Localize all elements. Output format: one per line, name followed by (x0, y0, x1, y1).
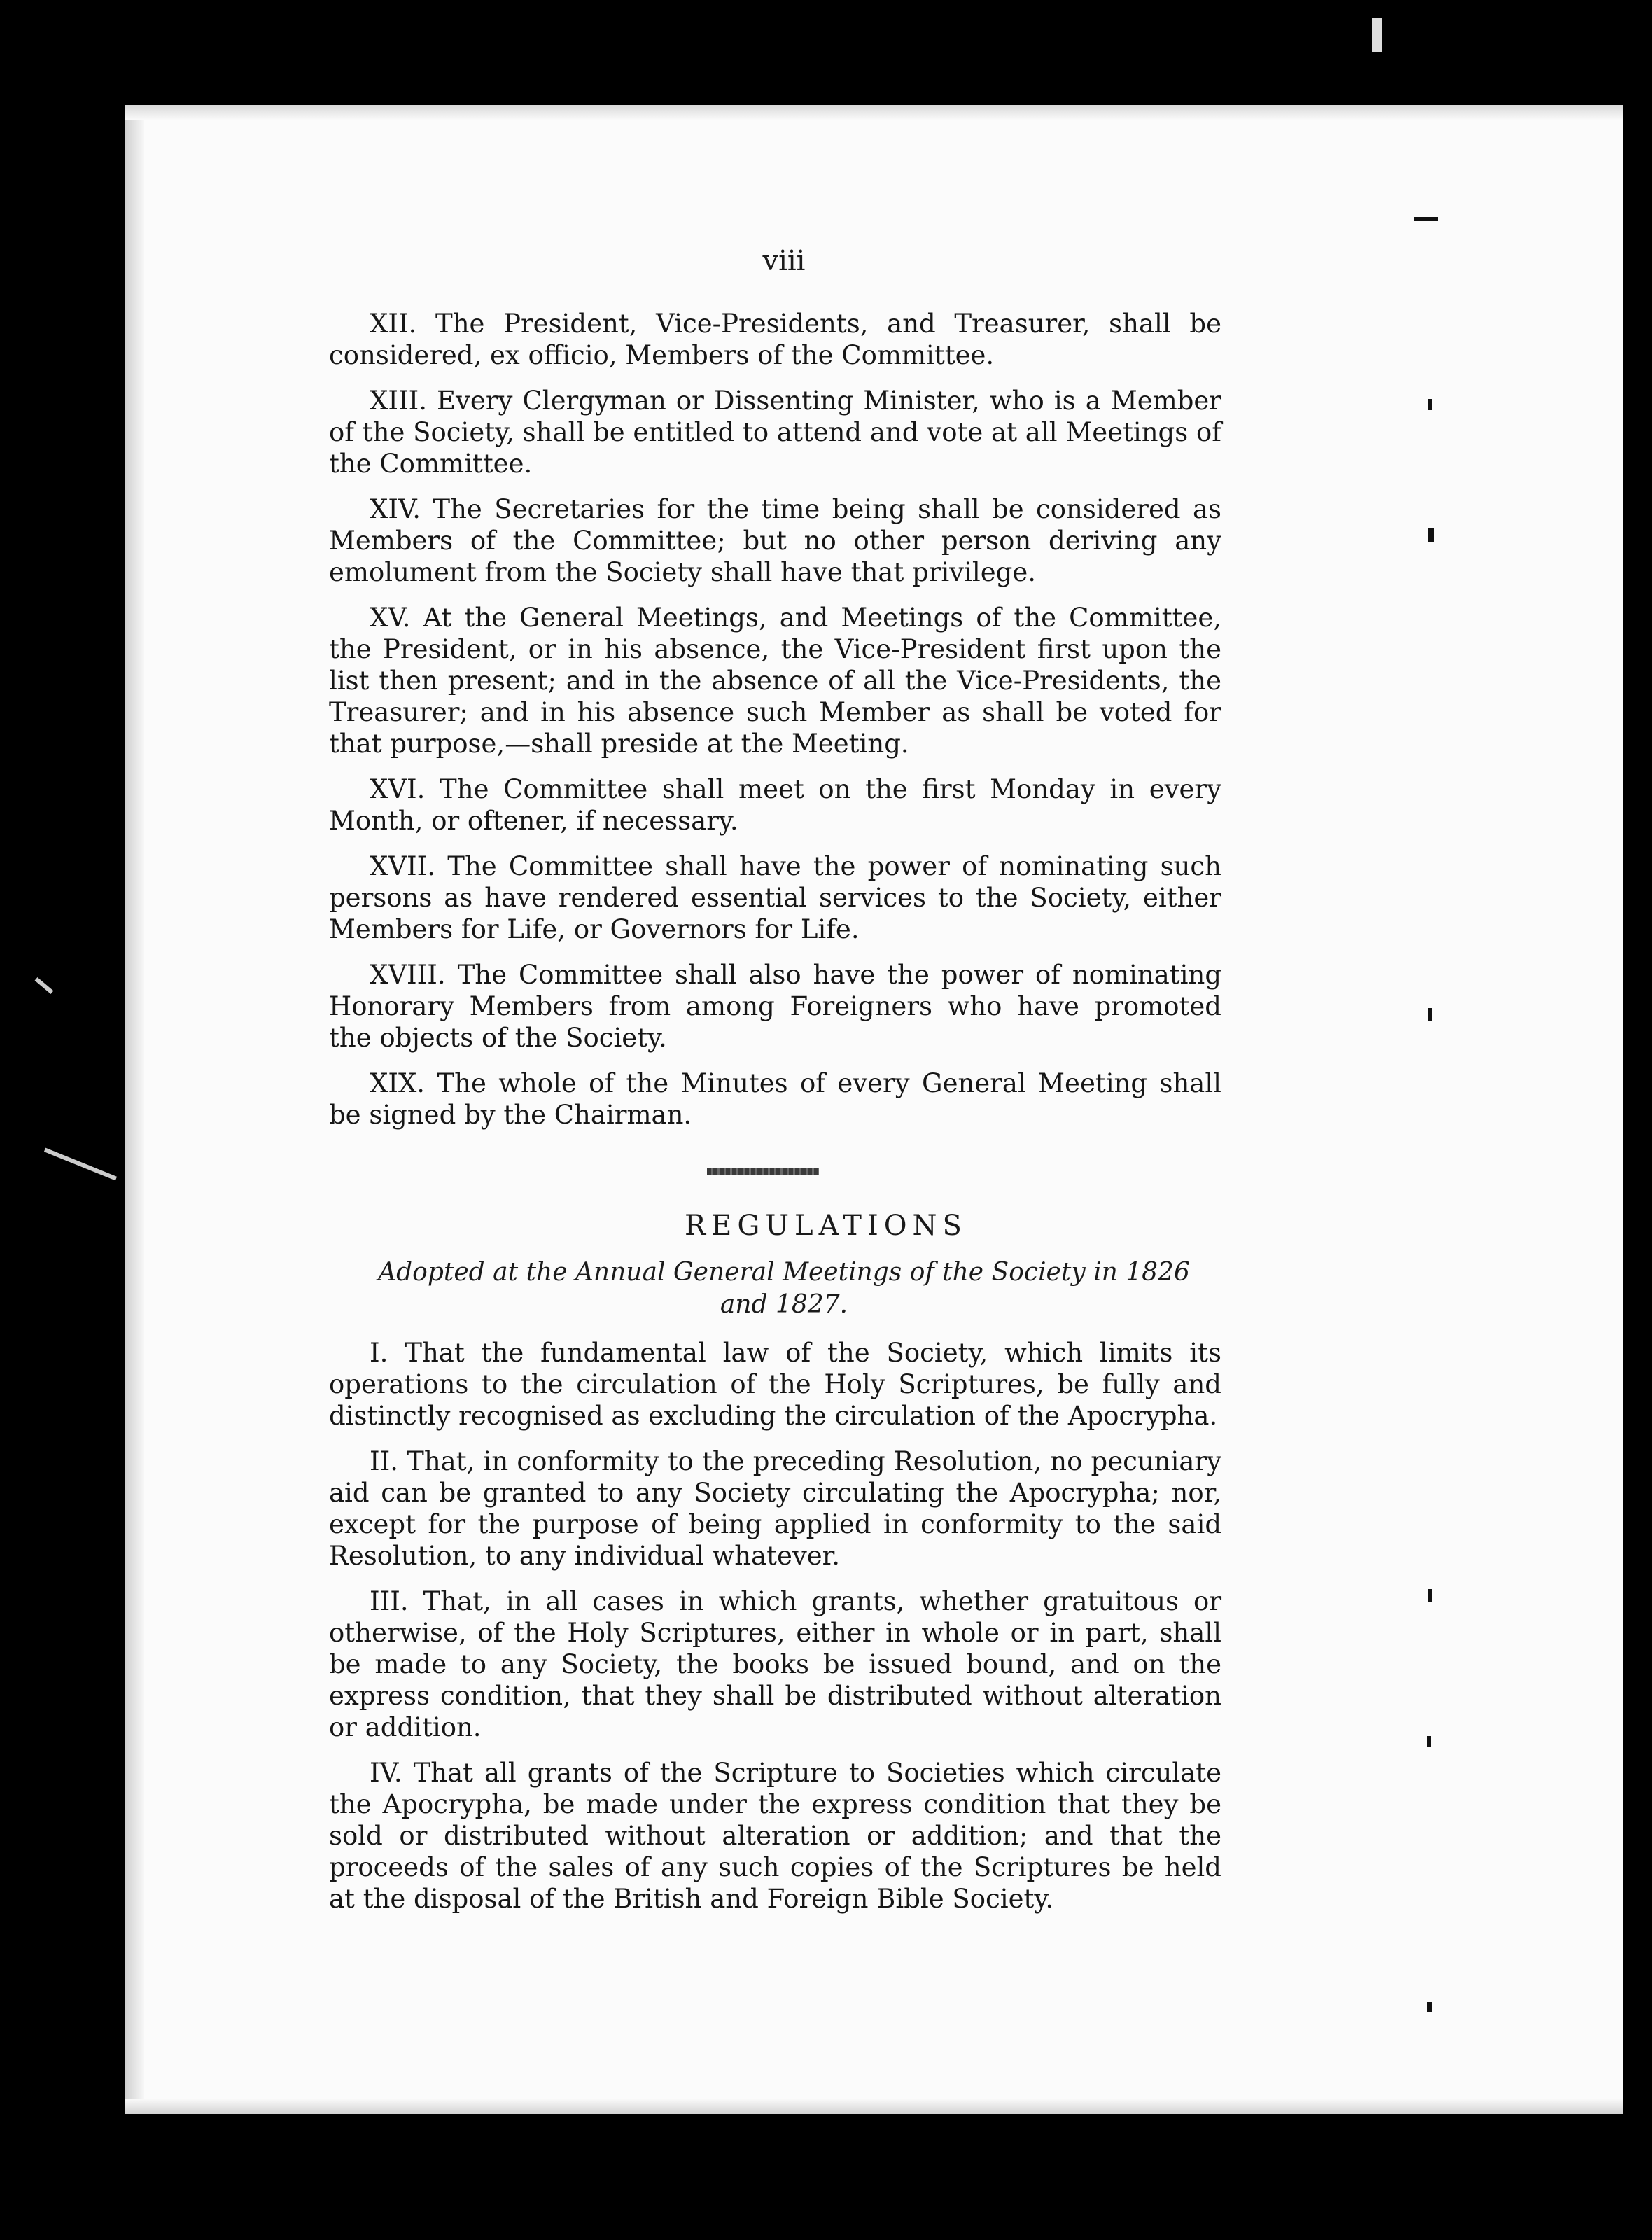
rules-block (329, 308, 1222, 1144)
scan-mark (35, 977, 54, 994)
regulation-paragraph: II. That, in conformity to the preceding Resolution, no pecuniary aid can be granted to any Society circulating the Apocrypha; nor, except for the purpose of being applied in conformity to the said Resolution, to any individual whatever. (329, 1446, 1222, 1571)
margin-mark (1428, 528, 1434, 542)
section-divider (707, 1168, 819, 1175)
regulations-block (329, 1337, 1222, 1928)
rule-paragraph: XVII. The Committee shall have the power of nominating such persons as have rendered essential services to the Society, either Members for Life, or Governors for Life. (329, 851, 1222, 944)
page-shadow-left (125, 105, 144, 2114)
rule-paragraph: XII. The President, Vice-Presidents, and Treasurer, shall be considered, ex officio, Members of the Committee. (329, 309, 1222, 370)
margin-mark (1414, 217, 1438, 221)
scan-mark (1372, 18, 1382, 52)
regulations-subtitle: Adopted at the Annual General Meetings of the Society in 1826 and 1827. (378, 1258, 1190, 1319)
regulation-paragraph: IV. That all grants of the Scripture to Societies which circulate the Apocrypha, be made under the express condition that they be sold or distributed without alteration or addition; and that the proceeds of the sales of any such copies of the Scriptures be held at the disposal of the British and Foreign Bible Society. (329, 1758, 1222, 1914)
margin-mark (1427, 1736, 1431, 1747)
rule-paragraph: XVI. The Committee shall meet on the first Monday in every Month, or oftener, if necessary. (329, 774, 1222, 836)
page-shadow-bottom (125, 2099, 1623, 2114)
margin-mark (1428, 1589, 1432, 1602)
rule-paragraph: XVIII. The Committee shall also have the power of nominating Honorary Members from among Foreigners who have promoted the objects of the Society. (329, 960, 1222, 1053)
rule-paragraph: XIX. The whole of the Minutes of every General Meeting shall be signed by the Chairman. (329, 1068, 1222, 1130)
regulation-paragraph: III. That, in all cases in which grants, whether gratuitous or otherwise, of the Holy Scriptures, either in whole or in part, shall be made to any Society, the books be issued bound, and on the express condition, that they shall be distributed without alteration or addition. (329, 1586, 1222, 1742)
scan-mark (44, 1148, 117, 1181)
rule-paragraph: XIV. The Secretaries for the time being shall be considered as Members of the Committee; but no other person deriving any emolument from the Society shall have that privilege. (329, 494, 1222, 587)
page-number: viii (762, 245, 806, 277)
regulations-heading: REGULATIONS (685, 1210, 967, 1242)
margin-mark (1427, 2002, 1432, 2012)
margin-mark (1428, 1008, 1432, 1021)
rule-paragraph: XV. At the General Meetings, and Meetings of the Committee, the President, or in his absence, the Vice-President first upon the list then present; and in the absence of all the Vice-Presidents, the Treasurer; and in his absence such Member as shall be voted for that purpose,—shall preside at the Meeting. (329, 603, 1222, 759)
regulation-paragraph: I. That the fundamental law of the Society, which limits its operations to the circulation of the Holy Scriptures, be fully and distinctly recognised as excluding the circulation of the Apocrypha. (329, 1338, 1222, 1431)
page-shadow-top (125, 105, 1623, 120)
rule-paragraph: XIII. Every Clergyman or Dissenting Minister, who is a Member of the Society, shall be entitled to attend and vote at all Meetings of the Committee. (329, 386, 1222, 479)
margin-mark (1428, 399, 1432, 410)
